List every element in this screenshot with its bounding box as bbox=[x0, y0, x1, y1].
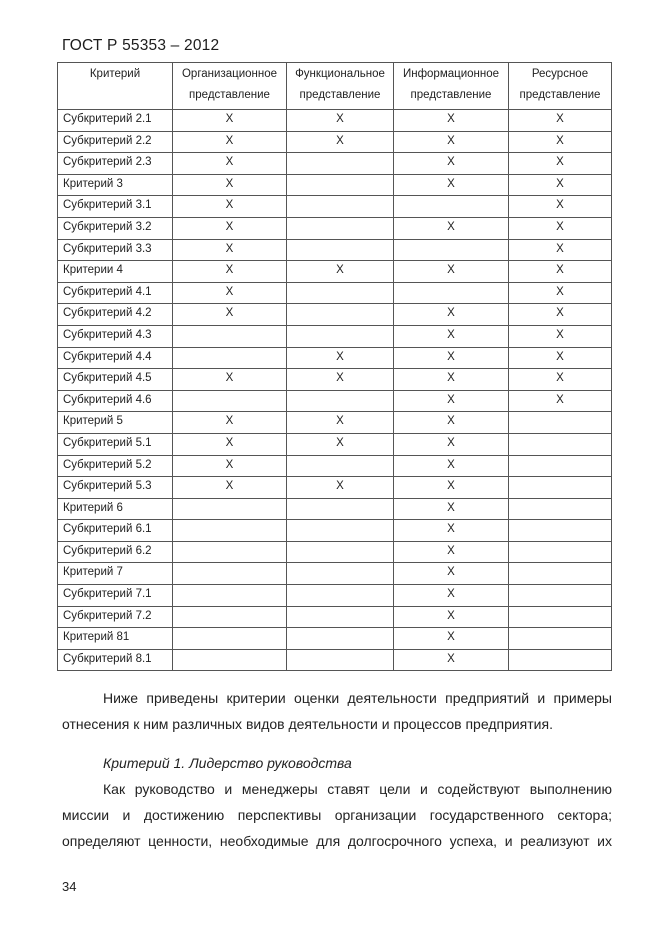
table-header-row bbox=[58, 63, 612, 110]
functional-cell bbox=[287, 649, 394, 671]
row-name-cell: Критерии 4 bbox=[58, 261, 173, 283]
informational-cell: X bbox=[394, 304, 509, 326]
resource-cell bbox=[509, 628, 612, 650]
informational-cell: X bbox=[394, 455, 509, 477]
table-row bbox=[58, 196, 612, 218]
column-header-criterion: Критерий bbox=[58, 63, 173, 110]
informational-cell: X bbox=[394, 649, 509, 671]
row-name-cell: Критерий 7 bbox=[58, 563, 173, 585]
table-row bbox=[58, 153, 612, 175]
organizational-cell bbox=[173, 563, 287, 585]
paragraph-line-1: Как руководство и менеджеры ставят цели и содействуют выполнению bbox=[103, 781, 612, 797]
table-row bbox=[58, 606, 612, 628]
organizational-cell: X bbox=[173, 433, 287, 455]
informational-cell: X bbox=[394, 433, 509, 455]
organizational-cell: X bbox=[173, 304, 287, 326]
informational-cell: X bbox=[394, 541, 509, 563]
functional-cell bbox=[287, 541, 394, 563]
resource-cell bbox=[509, 563, 612, 585]
criteria-table bbox=[57, 62, 612, 671]
informational-cell: X bbox=[394, 369, 509, 391]
criterion-heading: Критерий 1. Лидерство руководства bbox=[103, 755, 352, 771]
paragraph-line-2: миссии и достижению перспективы организации государственного сектора; bbox=[62, 807, 612, 823]
informational-cell bbox=[394, 282, 509, 304]
organizational-cell: X bbox=[173, 174, 287, 196]
informational-cell: X bbox=[394, 325, 509, 347]
criterion-paragraph bbox=[62, 776, 612, 854]
resource-cell: X bbox=[509, 217, 612, 239]
table-row bbox=[58, 628, 612, 650]
functional-cell: X bbox=[287, 110, 394, 132]
functional-cell bbox=[287, 606, 394, 628]
table-row bbox=[58, 174, 612, 196]
informational-cell: X bbox=[394, 498, 509, 520]
table-row bbox=[58, 217, 612, 239]
table-row bbox=[58, 282, 612, 304]
organizational-cell: X bbox=[173, 455, 287, 477]
organizational-cell bbox=[173, 606, 287, 628]
row-name-cell: Субкритерий 8.1 bbox=[58, 649, 173, 671]
organizational-cell bbox=[173, 628, 287, 650]
table-row bbox=[58, 304, 612, 326]
resource-cell: X bbox=[509, 153, 612, 175]
functional-cell bbox=[287, 153, 394, 175]
resource-cell: X bbox=[509, 282, 612, 304]
column-header-resource: Ресурсное представление bbox=[509, 63, 612, 110]
functional-cell: X bbox=[287, 131, 394, 153]
functional-cell: X bbox=[287, 433, 394, 455]
resource-cell bbox=[509, 541, 612, 563]
organizational-cell: X bbox=[173, 261, 287, 283]
table-row bbox=[58, 325, 612, 347]
functional-cell bbox=[287, 196, 394, 218]
row-name-cell: Критерий 81 bbox=[58, 628, 173, 650]
informational-cell bbox=[394, 239, 509, 261]
resource-cell bbox=[509, 520, 612, 542]
table-row bbox=[58, 585, 612, 607]
informational-cell: X bbox=[394, 606, 509, 628]
column-header-informational: Информационное представление bbox=[394, 63, 509, 110]
resource-cell bbox=[509, 412, 612, 434]
row-name-cell: Субкритерий 2.2 bbox=[58, 131, 173, 153]
functional-cell: X bbox=[287, 261, 394, 283]
resource-cell bbox=[509, 606, 612, 628]
functional-cell bbox=[287, 217, 394, 239]
organizational-cell: X bbox=[173, 196, 287, 218]
row-name-cell: Критерий 3 bbox=[58, 174, 173, 196]
row-name-cell: Субкритерий 4.3 bbox=[58, 325, 173, 347]
row-name-cell: Субкритерий 4.5 bbox=[58, 369, 173, 391]
functional-cell bbox=[287, 304, 394, 326]
organizational-cell bbox=[173, 347, 287, 369]
resource-cell: X bbox=[509, 131, 612, 153]
informational-cell: X bbox=[394, 477, 509, 499]
table-row bbox=[58, 369, 612, 391]
resource-cell: X bbox=[509, 196, 612, 218]
row-name-cell: Субкритерий 3.2 bbox=[58, 217, 173, 239]
resource-cell bbox=[509, 477, 612, 499]
table-row bbox=[58, 649, 612, 671]
informational-cell: X bbox=[394, 153, 509, 175]
row-name-cell: Субкритерий 7.1 bbox=[58, 585, 173, 607]
table-row bbox=[58, 261, 612, 283]
functional-cell bbox=[287, 325, 394, 347]
row-name-cell: Субкритерий 4.2 bbox=[58, 304, 173, 326]
functional-cell bbox=[287, 282, 394, 304]
row-name-cell: Критерий 6 bbox=[58, 498, 173, 520]
table-row bbox=[58, 455, 612, 477]
row-name-cell: Субкритерий 5.3 bbox=[58, 477, 173, 499]
table-row bbox=[58, 390, 612, 412]
organizational-cell: X bbox=[173, 239, 287, 261]
organizational-cell bbox=[173, 649, 287, 671]
organizational-cell: X bbox=[173, 282, 287, 304]
row-name-cell: Субкритерий 3.1 bbox=[58, 196, 173, 218]
resource-cell: X bbox=[509, 347, 612, 369]
functional-cell: X bbox=[287, 347, 394, 369]
functional-cell: X bbox=[287, 412, 394, 434]
functional-cell: X bbox=[287, 369, 394, 391]
organizational-cell bbox=[173, 541, 287, 563]
resource-cell: X bbox=[509, 369, 612, 391]
organizational-cell bbox=[173, 585, 287, 607]
resource-cell bbox=[509, 649, 612, 671]
page-number: 34 bbox=[62, 879, 77, 894]
row-name-cell: Субкритерий 2.1 bbox=[58, 110, 173, 132]
intro-line-1: Ниже приведены критерии оценки деятельности предприятий и примеры bbox=[103, 690, 612, 706]
intro-paragraph bbox=[62, 685, 612, 737]
organizational-cell: X bbox=[173, 131, 287, 153]
functional-cell bbox=[287, 520, 394, 542]
organizational-cell: X bbox=[173, 412, 287, 434]
organizational-cell bbox=[173, 520, 287, 542]
resource-cell: X bbox=[509, 261, 612, 283]
functional-cell bbox=[287, 239, 394, 261]
row-name-cell: Субкритерий 3.3 bbox=[58, 239, 173, 261]
row-name-cell: Субкритерий 6.2 bbox=[58, 541, 173, 563]
table-row bbox=[58, 110, 612, 132]
column-header-functional: Функциональное представление bbox=[287, 63, 394, 110]
resource-cell: X bbox=[509, 304, 612, 326]
column-header-organizational: Организационное представление bbox=[173, 63, 287, 110]
functional-cell bbox=[287, 455, 394, 477]
row-name-cell: Субкритерий 2.3 bbox=[58, 153, 173, 175]
organizational-cell: X bbox=[173, 217, 287, 239]
table-row bbox=[58, 131, 612, 153]
document-header: ГОСТ Р 55353 – 2012 bbox=[62, 37, 220, 54]
informational-cell: X bbox=[394, 347, 509, 369]
table-row bbox=[58, 498, 612, 520]
organizational-cell: X bbox=[173, 477, 287, 499]
functional-cell: X bbox=[287, 477, 394, 499]
row-name-cell: Субкритерий 4.4 bbox=[58, 347, 173, 369]
informational-cell: X bbox=[394, 217, 509, 239]
organizational-cell: X bbox=[173, 110, 287, 132]
informational-cell: X bbox=[394, 520, 509, 542]
functional-cell bbox=[287, 563, 394, 585]
paragraph-line-3: определяют ценности, необходимые для долгосрочного успеха, и реализуют их bbox=[62, 833, 612, 849]
table-row bbox=[58, 433, 612, 455]
informational-cell: X bbox=[394, 563, 509, 585]
table-row bbox=[58, 477, 612, 499]
informational-cell: X bbox=[394, 412, 509, 434]
row-name-cell: Субкритерий 5.2 bbox=[58, 455, 173, 477]
resource-cell bbox=[509, 498, 612, 520]
row-name-cell: Субкритерий 5.1 bbox=[58, 433, 173, 455]
informational-cell: X bbox=[394, 131, 509, 153]
resource-cell bbox=[509, 455, 612, 477]
table-row bbox=[58, 541, 612, 563]
functional-cell bbox=[287, 390, 394, 412]
organizational-cell bbox=[173, 325, 287, 347]
informational-cell: X bbox=[394, 261, 509, 283]
resource-cell: X bbox=[509, 390, 612, 412]
functional-cell bbox=[287, 628, 394, 650]
row-name-cell: Субкритерий 4.6 bbox=[58, 390, 173, 412]
organizational-cell: X bbox=[173, 369, 287, 391]
table-row bbox=[58, 520, 612, 542]
resource-cell bbox=[509, 433, 612, 455]
informational-cell: X bbox=[394, 390, 509, 412]
resource-cell: X bbox=[509, 325, 612, 347]
resource-cell bbox=[509, 585, 612, 607]
row-name-cell: Субкритерий 4.1 bbox=[58, 282, 173, 304]
informational-cell: X bbox=[394, 110, 509, 132]
organizational-cell bbox=[173, 498, 287, 520]
functional-cell bbox=[287, 174, 394, 196]
informational-cell bbox=[394, 196, 509, 218]
table-row bbox=[58, 347, 612, 369]
informational-cell: X bbox=[394, 585, 509, 607]
organizational-cell: X bbox=[173, 153, 287, 175]
functional-cell bbox=[287, 498, 394, 520]
organizational-cell bbox=[173, 390, 287, 412]
functional-cell bbox=[287, 585, 394, 607]
resource-cell: X bbox=[509, 174, 612, 196]
informational-cell: X bbox=[394, 628, 509, 650]
row-name-cell: Субкритерий 6.1 bbox=[58, 520, 173, 542]
resource-cell: X bbox=[509, 239, 612, 261]
table-row bbox=[58, 239, 612, 261]
table-row bbox=[58, 412, 612, 434]
row-name-cell: Критерий 5 bbox=[58, 412, 173, 434]
intro-line-2: отнесения к ним различных видов деятельности и процессов предприятия. bbox=[62, 716, 553, 732]
resource-cell: X bbox=[509, 110, 612, 132]
table-row bbox=[58, 563, 612, 585]
row-name-cell: Субкритерий 7.2 bbox=[58, 606, 173, 628]
informational-cell: X bbox=[394, 174, 509, 196]
